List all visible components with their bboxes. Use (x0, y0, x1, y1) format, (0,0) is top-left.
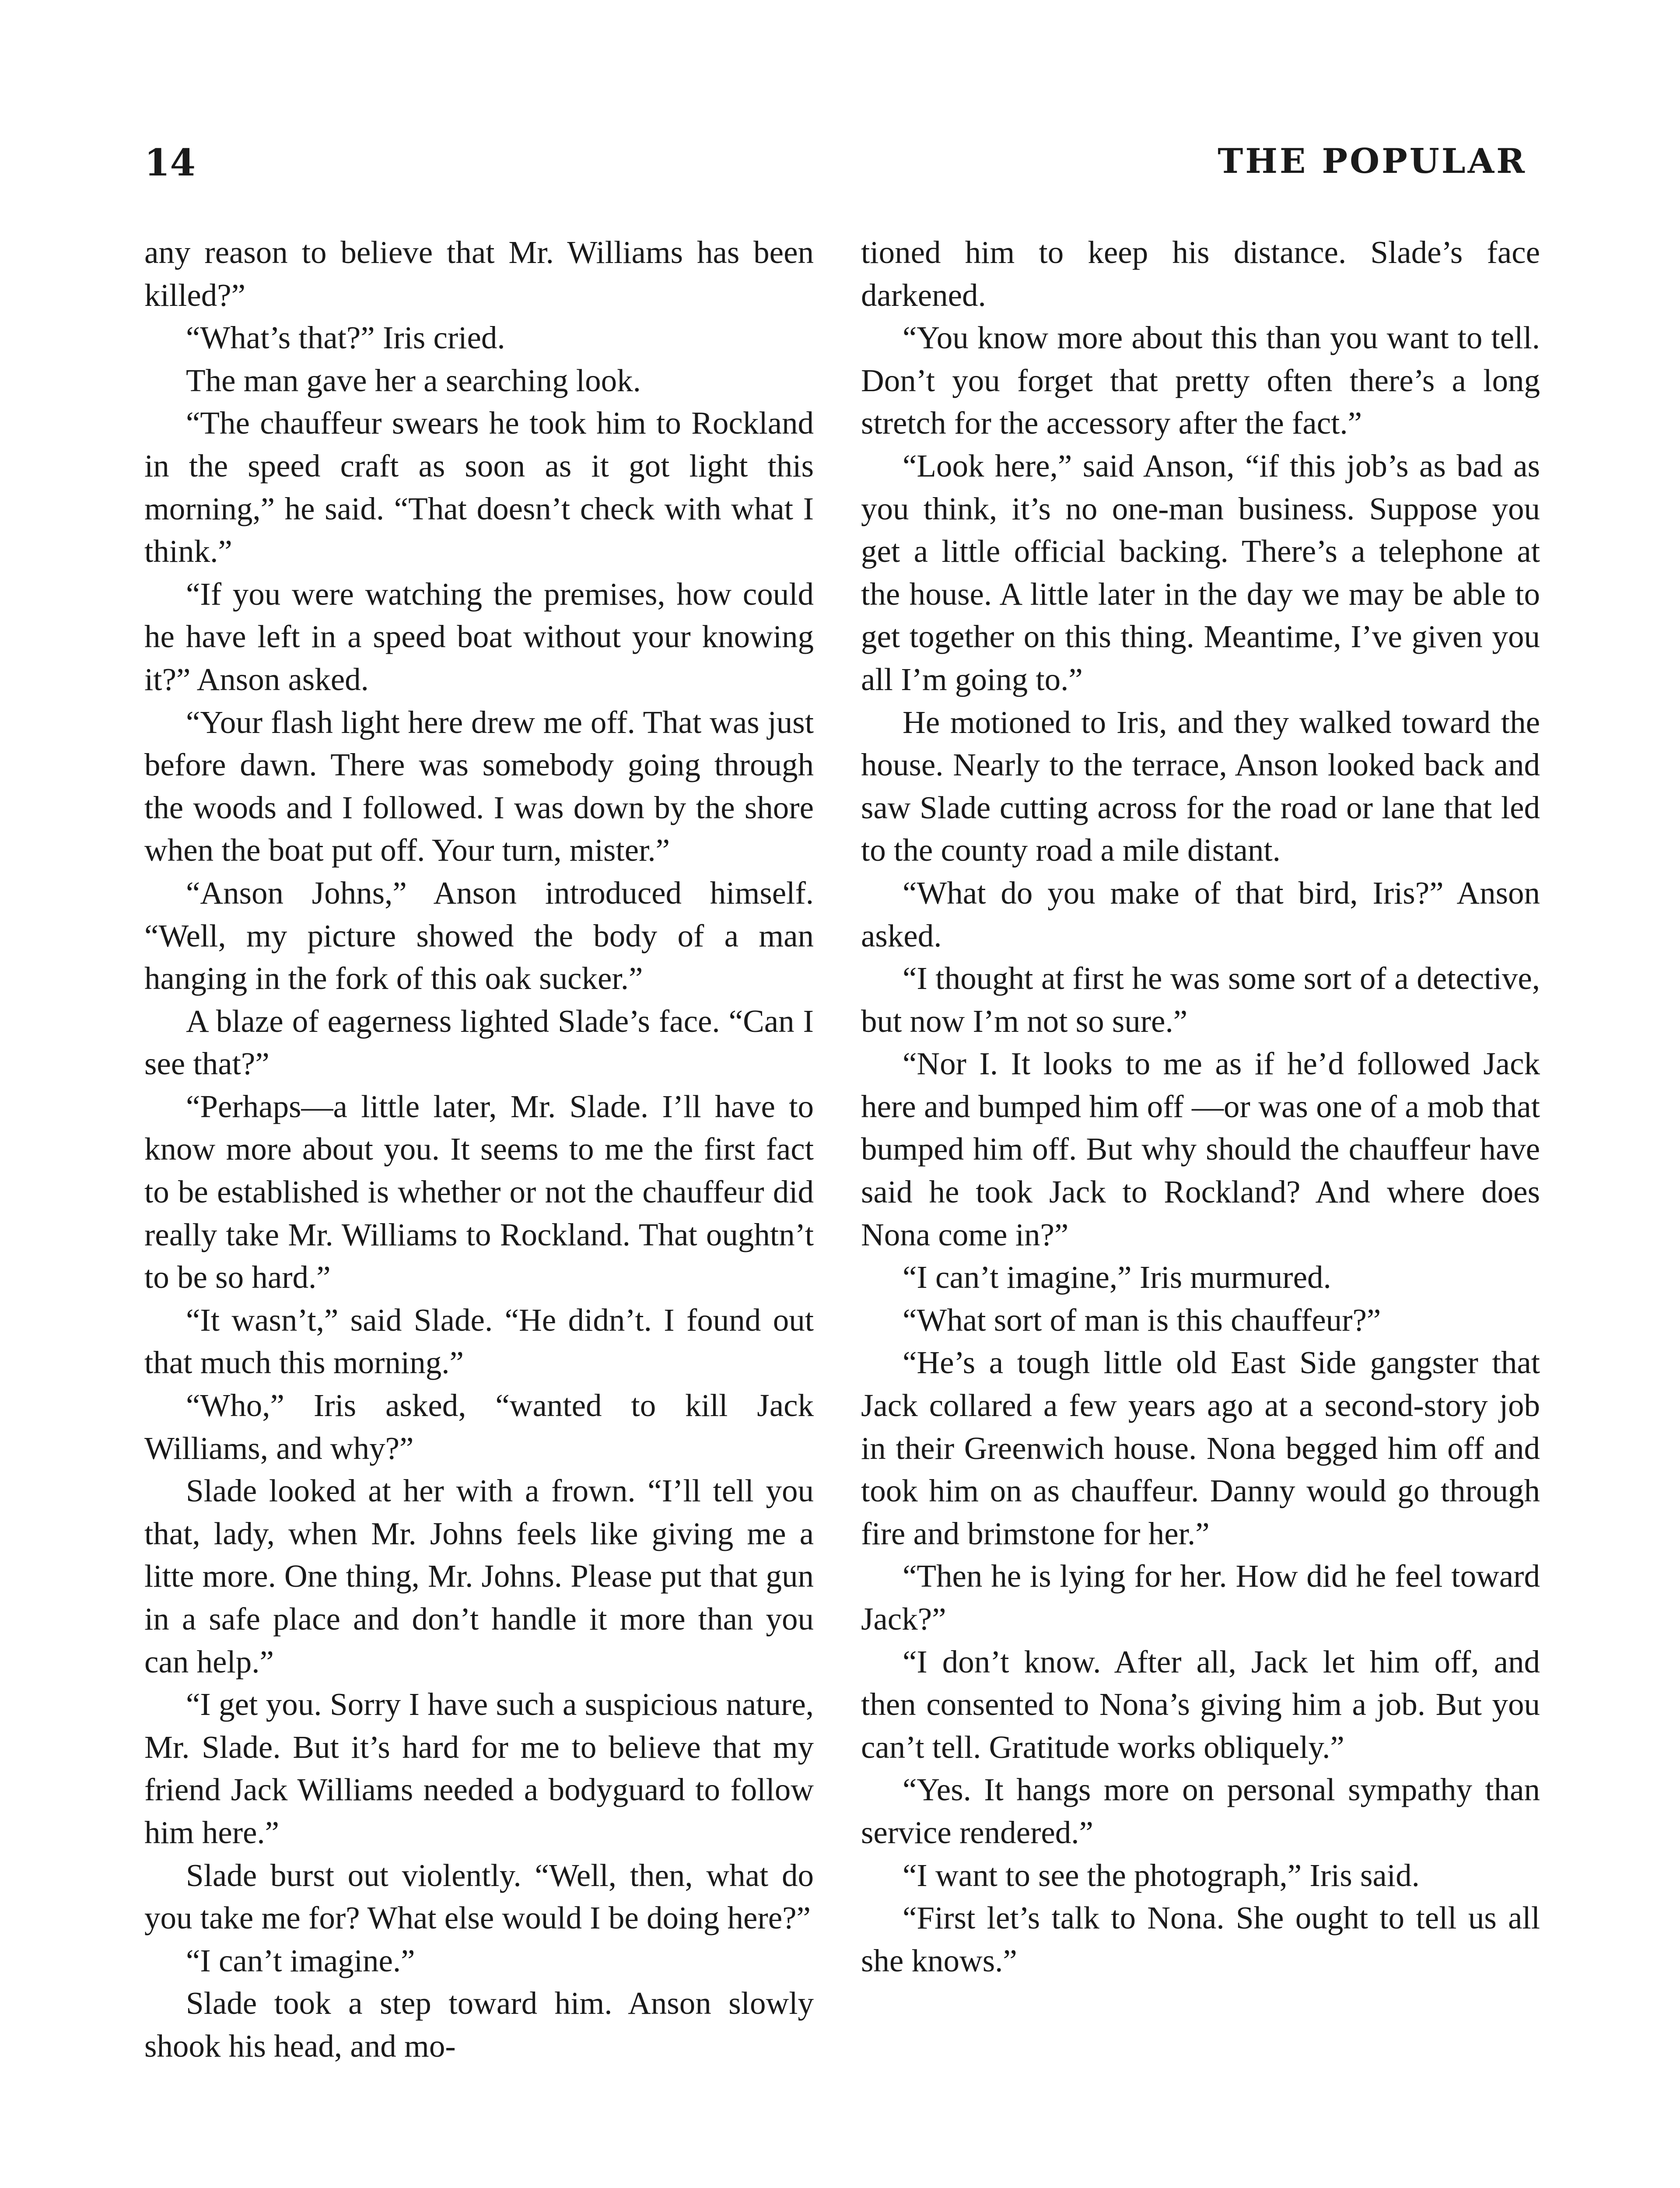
page-number: 14 (144, 141, 196, 184)
left-column (144, 231, 814, 2068)
paragraph: tioned him to keep his distance. Slade’s face darkened. (861, 235, 1540, 313)
paragraph: “What do you make of that bird, Iris?” Anson asked. (861, 875, 1540, 954)
paragraph: “I can’t imagine.” (186, 1943, 415, 1978)
paragraph: “Perhaps—a little later, Mr. Slade. I’ll have to know more about you. It seems to me the first fact to be established is whether or not the chauffeur did really take Mr. Williams to Rockland. That oughtn’t to be so hard.” (144, 1088, 814, 1295)
paragraph: Slade looked at her with a frown. “I’ll tell you that, lady, when Mr. Johns feels like giving me a litte more. One thing, Mr. Johns. Please put that gun in a safe place and don’t handle it more than you can help.” (144, 1473, 814, 1680)
paragraph: “Your flash light here drew me off. That was just before dawn. There was somebody going through the woods and I followed. I was down by the shore when the boat put off. Your turn, mister.” (144, 704, 814, 868)
paragraph: “Who,” Iris asked, “wanted to kill Jack Williams, and why?” (144, 1388, 814, 1466)
paragraph: “Yes. It hangs more on personal sympathy than service rendered.” (861, 1772, 1540, 1850)
paragraph: “He’s a tough little old East Side gangster that Jack collared a few years ago at a second-story job in their Greenwich house. Nona begged him off and took him on as chauffeur. Danny would go through fire and brimstone for her.” (861, 1345, 1540, 1551)
paragraph: “What’s that?” Iris cried. (186, 320, 505, 356)
paragraph: A blaze of eagerness lighted Slade’s face. “Can I see that?” (144, 1003, 814, 1082)
paragraph: “If you were watching the premises, how could he have left in a speed boat without your knowing it?” Anson asked. (144, 576, 814, 697)
running-head: THE POPULAR (1218, 141, 1527, 181)
paragraph: “Then he is lying for her. How did he feel toward Jack?” (861, 1558, 1540, 1637)
paragraph: any reason to believe that Mr. Williams has been killed?” (144, 235, 814, 313)
paragraph: “Anson Johns,” Anson introduced himself. “Well, my picture showed the body of a man hanging in the fork of this oak sucker.” (144, 875, 814, 996)
paragraph: “I don’t know. After all, Jack let him off, and then consented to Nona’s giving him a job. But you can’t tell. Gratitude works obliquely.” (861, 1644, 1540, 1765)
paragraph: “Nor I. It looks to me as if he’d followed Jack here and bumped him off —or was one of a mob that bumped him off. But why should the chauffeur have said he took Jack to Rockland? And where does Nona come in?” (861, 1046, 1540, 1252)
paragraph: Slade burst out violently. “Well, then, what do you take me for? What else would I be doing here?” (144, 1857, 814, 1936)
paragraph: “I want to see the photograph,” Iris said. (903, 1857, 1420, 1893)
paragraph: “What sort of man is this chauffeur?” (903, 1302, 1381, 1338)
paragraph: “It wasn’t,” said Slade. “He didn’t. I found out that much this morning.” (144, 1302, 814, 1381)
page-header (144, 141, 1527, 197)
paragraph: “Look here,” said Anson, “if this job’s as bad as you think, it’s no one-man business. Suppose you get a little official backing. There’s a telephone at the house. A little later in the day we may be able to get together on this thing. Meantime, I’ve given you all I’m going to.” (861, 448, 1540, 697)
paragraph: “I thought at first he was some sort of a detective, but now I’m not so sure.” (861, 961, 1540, 1039)
paragraph: He motioned to Iris, and they walked toward the house. Nearly to the terrace, Anson looked back and saw Slade cutting across for the road or lane that led to the county road a mile distant. (861, 704, 1540, 868)
paragraph: “The chauffeur swears he took him to Rockland in the speed craft as soon as it got light this morning,” he said. “That doesn’t check with what I think.” (144, 405, 814, 569)
paragraph: Slade took a step toward him. Anson slowly shook his head, and mo- (144, 1985, 814, 2064)
paragraph: “I can’t imagine,” Iris murmured. (903, 1259, 1331, 1295)
paragraph: “First let’s talk to Nona. She ought to tell us all she knows.” (861, 1900, 1540, 1978)
paragraph: The man gave her a searching look. (186, 362, 641, 398)
paragraph: “You know more about this than you want to tell. Don’t you forget that pretty often there’s a long stretch for the accessory after the fact.” (861, 320, 1540, 441)
right-column (861, 231, 1540, 1982)
paragraph: “I get you. Sorry I have such a suspicious nature, Mr. Slade. But it’s hard for me to believe that my friend Jack Williams needed a bodyguard to follow him here.” (144, 1687, 814, 1850)
text-columns (144, 231, 1540, 2188)
